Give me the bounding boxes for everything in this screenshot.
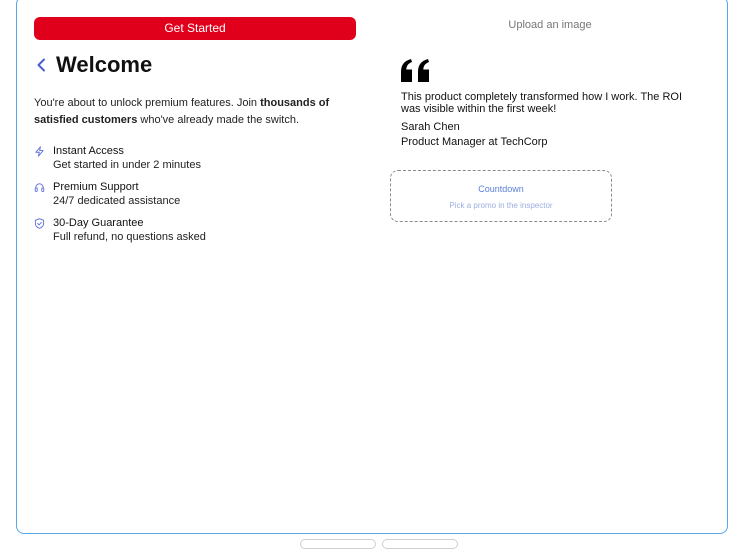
feature-list bbox=[34, 144, 354, 252]
lightning-icon bbox=[34, 144, 45, 155]
quote-icon bbox=[400, 58, 432, 84]
feature-title: 30-Day Guarantee bbox=[53, 217, 144, 229]
testimonial-quote: This product completely transformed how I work. The ROI was visible within the first week! bbox=[401, 91, 683, 115]
chevron-left-icon[interactable] bbox=[36, 53, 50, 77]
feature-item-instant-access bbox=[34, 144, 354, 180]
intro-part1: You're about to unlock premium features. Join bbox=[34, 97, 261, 109]
feature-description: Full refund, no questions asked bbox=[53, 231, 206, 243]
promo-title: Countdown bbox=[478, 184, 524, 194]
toolbar-tab[interactable] bbox=[300, 539, 376, 549]
promo-subtitle: Pick a promo in the inspector bbox=[449, 201, 553, 210]
feature-description: 24/7 dedicated assistance bbox=[53, 195, 181, 207]
feature-item-premium-support bbox=[34, 180, 354, 216]
intro-text bbox=[34, 95, 354, 129]
shield-icon bbox=[34, 216, 45, 227]
intro-part2: who've already made the switch. bbox=[137, 114, 300, 126]
feature-title: Instant Access bbox=[53, 145, 124, 157]
bottom-toolbar bbox=[300, 539, 464, 549]
promo-placeholder[interactable] bbox=[390, 170, 612, 222]
get-started-button[interactable]: Get Started bbox=[34, 17, 356, 40]
page-title: Welcome bbox=[56, 52, 153, 77]
feature-description: Get started in under 2 minutes bbox=[53, 159, 201, 171]
feature-title: Premium Support bbox=[53, 181, 139, 193]
upload-image-link[interactable]: Upload an image bbox=[508, 19, 592, 31]
page-header bbox=[36, 52, 152, 78]
testimonial-author-role: Product Manager at TechCorp bbox=[401, 136, 548, 148]
feature-item-guarantee bbox=[34, 216, 354, 252]
headphones-icon bbox=[34, 180, 45, 191]
editor-canvas-frame bbox=[16, 0, 728, 534]
intro-highlight: thousands of satisfied customers bbox=[34, 97, 330, 126]
testimonial-author-name: Sarah Chen bbox=[401, 121, 460, 133]
toolbar-tab[interactable] bbox=[382, 539, 458, 549]
